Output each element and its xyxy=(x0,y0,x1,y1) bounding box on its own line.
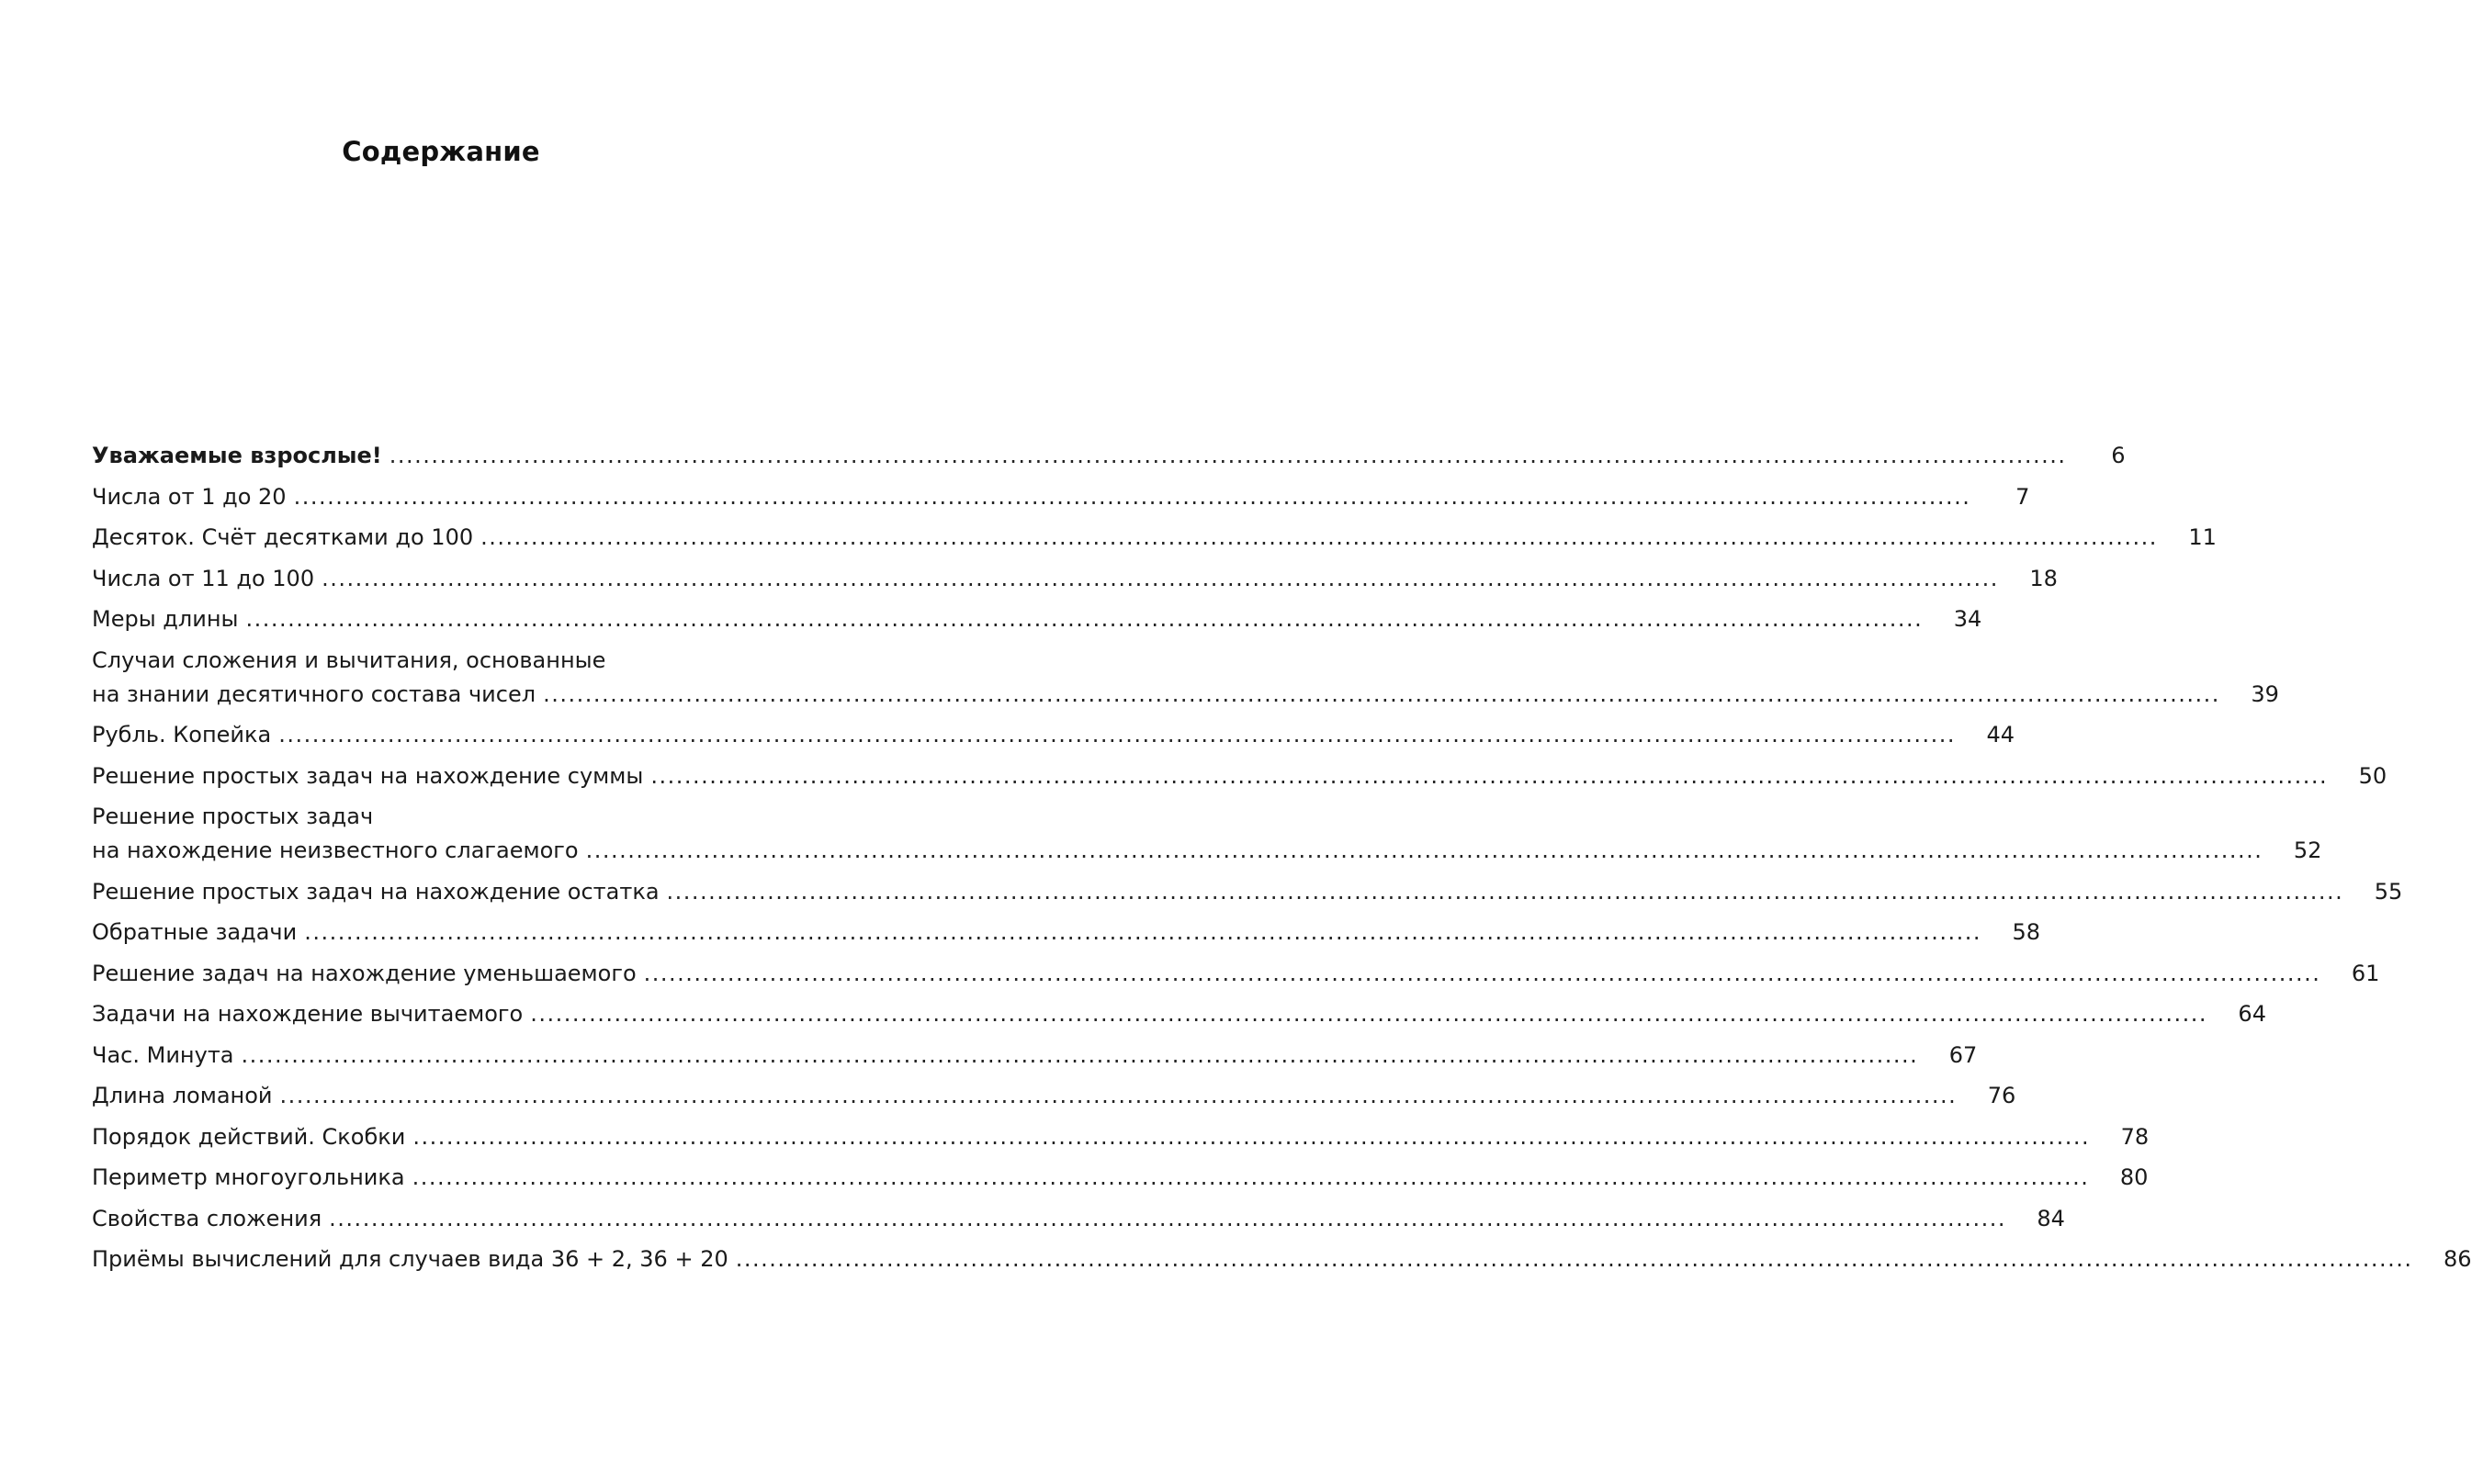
toc-entry xyxy=(92,562,2058,596)
toc-entry-page-number: 58 xyxy=(2012,919,2040,945)
toc-entry-page-number: 39 xyxy=(2251,680,2279,707)
dot-leader: ........................................................................................................................................................................................................ xyxy=(412,1123,2091,1150)
toc-entry-title xyxy=(92,562,2003,596)
dot-leader: ........................................................................................................................................................................................................ xyxy=(389,443,2067,468)
toc-entry-title-last-line xyxy=(92,439,2071,473)
dot-leader: ........................................................................................................................................................................................................ xyxy=(322,565,1999,591)
toc-entry-title-line: Решение задач на нахождение уменьшаемого xyxy=(92,960,637,986)
toc-entry-title-line: Решение простых задач на нахождение суммы xyxy=(92,762,644,789)
dot-leader: ........................................................................................................................................................................................................ xyxy=(329,1205,2006,1231)
toc-entry-title xyxy=(92,875,2347,909)
toc-entry-title xyxy=(92,439,2071,473)
toc-entry xyxy=(92,759,2387,793)
toc-entry-page-number: 80 xyxy=(2119,1164,2149,1190)
dot-leader: ........................................................................................................................................................................................................ xyxy=(735,1246,2413,1272)
toc-entry-page-number: 52 xyxy=(2293,838,2322,863)
dot-leader: ........................................................................................................................................................................................................ xyxy=(412,1164,2090,1190)
toc-entry-title-line: Периметр многоугольника xyxy=(92,1164,405,1190)
toc-entry xyxy=(92,1242,2472,1276)
toc-entry-title-last-line xyxy=(92,718,1959,752)
toc-entry-page-number: 7 xyxy=(2015,483,2030,510)
toc-entry-title-last-line xyxy=(92,1242,2417,1276)
toc-entry-title-last-line xyxy=(92,562,2003,596)
toc-entry-title-last-line xyxy=(92,480,1974,514)
toc-entry xyxy=(92,1039,1978,1073)
toc-entry-page-number: 34 xyxy=(1953,606,1982,632)
toc-entry-title xyxy=(92,644,2224,712)
dot-leader: ........................................................................................................................................................................................................ xyxy=(241,1041,1919,1068)
toc-entry xyxy=(92,1120,2150,1154)
toc-entry-page-number: 67 xyxy=(1948,1041,1978,1068)
toc-entry-title-last-line xyxy=(92,957,2324,991)
toc-entry-title xyxy=(92,1161,2093,1195)
dot-leader: ........................................................................................................................................................................................................ xyxy=(304,919,1981,945)
toc-entry-title-line: Порядок действий. Скобки xyxy=(92,1123,406,1150)
toc-entry-title xyxy=(92,957,2324,991)
toc-entry-title-line: Рубль. Копейка xyxy=(92,722,272,748)
toc-entry-title-last-line xyxy=(92,678,2224,712)
toc-entry-page-number: 18 xyxy=(2029,565,2058,591)
toc-entry xyxy=(92,1161,2149,1195)
toc-entry-title-line: Уважаемые взрослые! xyxy=(92,443,382,468)
toc-entry xyxy=(92,875,2403,909)
toc-entry xyxy=(92,521,2217,555)
toc-entry-title-line: Числа от 11 до 100 xyxy=(92,565,315,591)
toc-entry-title xyxy=(92,1120,2094,1154)
toc-entry-title-line: на нахождение неизвестного слагаемого xyxy=(92,838,579,863)
toc-entry-title-line: Числа от 1 до 20 xyxy=(92,483,287,510)
toc-entry-title-last-line xyxy=(92,1161,2093,1195)
toc-entry-title-line: Задачи на нахождение вычитаемого xyxy=(92,1001,524,1027)
toc-entry-title-line: Решение простых задач на нахождение остатка xyxy=(92,878,660,905)
toc-entry xyxy=(92,916,2040,950)
dot-leader: ........................................................................................................................................................................................................ xyxy=(245,606,1924,632)
toc-entry-title-last-line xyxy=(92,1079,1960,1113)
toc-entry-title-last-line xyxy=(92,1039,1922,1073)
toc-entry xyxy=(92,602,1982,636)
toc-entry-title xyxy=(92,916,1985,950)
toc-entry-title-line: Обратные задачи xyxy=(92,919,298,945)
toc-entry-title xyxy=(92,1202,2010,1236)
toc-entry-title-last-line xyxy=(92,1120,2094,1154)
toc-entry-title-line: Час. Минута xyxy=(92,1041,234,1068)
toc-entry-title xyxy=(92,480,1974,514)
toc-entry-title xyxy=(92,521,2162,555)
dot-leader: ........................................................................................................................................................................................................ xyxy=(543,680,2220,707)
toc-entry-title-line: Случаи сложения и вычитания, основанные xyxy=(92,646,606,673)
toc-entry xyxy=(92,800,2322,868)
toc-entry-page-number: 84 xyxy=(2037,1205,2065,1231)
page-title: Содержание xyxy=(342,136,540,167)
toc-entry-title xyxy=(92,800,2266,868)
dot-leader: ........................................................................................................................................................................................................ xyxy=(279,1083,1958,1108)
toc-entry-page-number: 86 xyxy=(2443,1246,2472,1272)
toc-entry-page-number: 50 xyxy=(2358,762,2387,789)
toc-entry-page-number: 44 xyxy=(1986,722,2015,748)
toc-entry-title xyxy=(92,759,2331,793)
toc-entry-title xyxy=(92,1079,1960,1113)
toc-entry-title-line: Решение простых задач xyxy=(92,804,374,829)
toc-entry-title xyxy=(92,1242,2417,1276)
toc-entry-page-number: 61 xyxy=(2351,960,2380,986)
toc-entry-page-number: 11 xyxy=(2188,524,2217,550)
toc-entry-title-line: на знании десятичного состава чисел xyxy=(92,680,536,707)
toc-entry-page-number: 64 xyxy=(2238,1001,2266,1027)
toc-entry xyxy=(92,439,2126,473)
toc-entry-title xyxy=(92,602,1926,636)
dot-leader: ........................................................................................................................................................................................................ xyxy=(293,483,1971,510)
toc-entry-title xyxy=(92,718,1959,752)
toc-entry-page-number: 76 xyxy=(1987,1083,2016,1108)
table-of-contents xyxy=(92,439,2472,1284)
toc-entry-title-last-line xyxy=(92,834,2266,868)
toc-entry-title-line: Длина ломаной xyxy=(92,1083,273,1108)
dot-leader: ........................................................................................................................................................................................................ xyxy=(480,524,2158,550)
dot-leader: ........................................................................................................................................................................................................ xyxy=(643,960,2321,986)
toc-entry xyxy=(92,1202,2065,1236)
toc-entry xyxy=(92,957,2380,991)
toc-entry-title-line: Свойства сложения xyxy=(92,1205,322,1231)
dot-leader: ........................................................................................................................................................................................................ xyxy=(585,838,2263,863)
dot-leader: ........................................................................................................................................................................................................ xyxy=(530,1001,2207,1027)
toc-entry-title-last-line xyxy=(92,1202,2010,1236)
toc-entry-title-last-line xyxy=(92,602,1926,636)
toc-entry-title-line: Меры длины xyxy=(92,606,239,632)
toc-entry-title-last-line xyxy=(92,521,2162,555)
toc-entry-page-number: 55 xyxy=(2374,878,2403,905)
toc-entry-page-number: 6 xyxy=(2111,443,2126,468)
toc-entry-title-line: Десяток. Счёт десятками до 100 xyxy=(92,524,474,550)
toc-entry-title-last-line xyxy=(92,759,2331,793)
toc-entry-title-last-line xyxy=(92,875,2347,909)
toc-entry xyxy=(92,644,2279,712)
toc-entry-title xyxy=(92,1039,1922,1073)
toc-entry xyxy=(92,718,2015,752)
toc-entry-title-last-line xyxy=(92,997,2211,1031)
toc-entry xyxy=(92,997,2266,1031)
toc-entry-page-number: 78 xyxy=(2120,1123,2150,1150)
toc-entry xyxy=(92,480,2030,514)
toc-entry xyxy=(92,1079,2016,1113)
dot-leader: ........................................................................................................................................................................................................ xyxy=(666,878,2344,905)
toc-entry-title xyxy=(92,997,2211,1031)
dot-leader: ........................................................................................................................................................................................................ xyxy=(650,762,2329,789)
toc-entry-title-last-line xyxy=(92,916,1985,950)
dot-leader: ........................................................................................................................................................................................................ xyxy=(278,722,1956,748)
toc-entry-title-line: Приёмы вычислений для случаев вида 36 + 2, 36 + 20 xyxy=(92,1246,728,1272)
